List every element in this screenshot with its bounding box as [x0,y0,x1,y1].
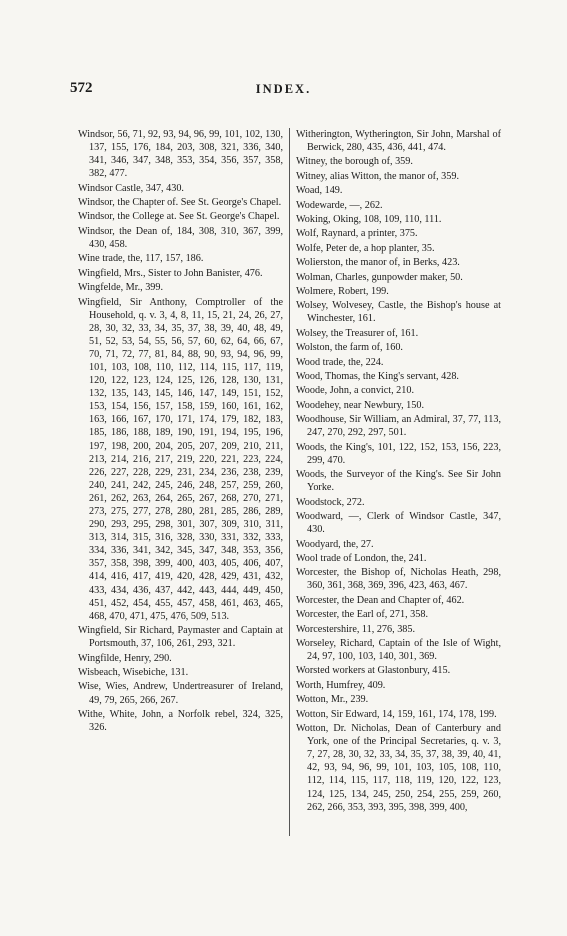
index-entry: Wingfilde, Henry, 290. [78,652,172,664]
index-entry: Wolman, Charles, gunpowder maker, 50. [296,271,463,283]
index-entry: Wotton, Sir Edward, 14, 159, 161, 174, 178, 199. [296,708,497,720]
index-entry: Worcester, the Earl of, 271, 358. [296,609,429,621]
index-entry: Wine trade, the, 117, 157, 186. [78,253,204,265]
index-entry: Wotton, Dr. Nicholas, Dean of Canterbury and York, one of the Principal Secretaries, q. v. 3, 7, 27, 28, 30, 32, 33, 34, 35, 37, 38, 39, 40, 41, 42, 93, 94, 96, 99, 101, 103, 105, 108, 110, 112, 114, 115, 117, 118, 119, 120, 122, 123, 124, 125, 134, 245, 250, 254, 255, 259, 260, 262, 266, 353, 393, 395, 398, 399, 400, [296,723,501,813]
index-entry: Woodward, —, Clerk of Windsor Castle, 347, 430. [296,511,501,536]
index-entry: Wotton, Mr., 239. [296,694,369,706]
index-entry: Withe, White, John, a Norfolk rebel, 324, 325, 326. [78,708,283,733]
index-entry: Wood, Thomas, the King's servant, 428. [296,371,459,383]
page-number: 572 [70,80,93,96]
index-column-right [296,128,501,815]
index-entry: Woode, John, a convict, 210. [296,385,415,397]
index-entry: Wool trade of London, the, 241. [296,552,427,564]
index-entry: Wingfelde, Mr., 399. [78,282,164,294]
index-entry: Worsted workers at Glastonbury, 415. [296,665,451,677]
index-column-left [78,128,283,735]
index-entry: Woodyard, the, 27. [296,538,374,550]
index-entry: Wolsey, Wolvesey, Castle, the Bishop's house at Winchester, 161. [296,300,501,325]
index-entry: Wolmere, Robert, 199. [296,286,389,297]
index-entry: Woodstock, 272. [296,496,365,508]
index-entry: Windsor, the Dean of, 184, 308, 310, 367, 399, 430, 458. [78,225,283,250]
index-entry: Windsor Castle, 347, 430. [78,182,184,194]
index-entry: Wolierston, the manor of, in Berks, 423. [296,257,460,269]
index-entry: Wood trade, the, 224. [296,356,384,368]
index-entry: Wolsey, the Treasurer of, 161. [296,327,419,339]
index-entry: Wise, Wies, Andrew, Undertreasurer of Ireland, 49, 79, 265, 266, 267. [78,681,283,706]
index-entry: Wingfield, Sir Richard, Paymaster and Captain at Portsmouth, 37, 106, 261, 293, 321. [78,625,283,650]
index-entry: Witney, the borough of, 359. [296,156,413,168]
index-entry: Wingfield, Mrs., Sister to John Banister, 476. [78,267,263,279]
index-entry: Worcestershire, 11, 276, 385. [296,623,416,635]
index-entry: Wisbeach, Wisebiche, 131. [78,667,189,679]
index-entry: Wolf, Raynard, a printer, 375. [296,228,418,240]
index-entry: Worth, Humfrey, 409. [296,679,386,691]
index-entry: Woodehey, near Newbury, 150. [296,399,424,411]
index-entry: Woking, Oking, 108, 109, 110, 111. [296,214,442,226]
index-entry: Witney, alias Witton, the manor of, 359. [296,170,459,182]
index-entry: Worcester, the Dean and Chapter of, 462. [296,594,465,606]
column-rule [289,128,290,836]
index-entry: Windsor, the Chapter of. See St. George's Chapel. [78,197,282,209]
index-entry: Wodewarde, —, 262. [296,199,383,211]
index-entry: Worseley, Richard, Captain of the Isle of Wight, 24, 97, 100, 103, 140, 301, 369. [296,637,501,663]
index-entry: Witherington, Wytherington, Sir John, Marshal of Berwick, 280, 435, 436, 441, 474. [296,129,501,154]
index-entry: Wolston, the farm of, 160. [296,342,403,354]
running-head: INDEX. [255,82,312,96]
index-entry: Woad, 149. [296,185,343,197]
index-entry: Windsor, the College at. See St. George's Chapel. [78,211,280,223]
index-entry: Woods, the Surveyor of the King's. See Sir John Yorke. [296,469,501,494]
index-entry: Windsor, 56, 71, 92, 93, 94, 96, 99, 101, 102, 130, 137, 155, 176, 184, 203, 308, 321, 336, 340, 341, 346, 347, 348, 353, 354, 356, 357, 358, 382, 477. [78,129,283,180]
index-entry: Woodhouse, Sir William, an Admiral, 37, 77, 113, 247, 270, 292, 297, 501. [296,414,501,439]
index-entry: Woods, the King's, 101, 122, 152, 153, 156, 223, 299, 470. [296,441,501,466]
index-entry: Wolfe, Peter de, a hop planter, 35. [296,242,435,254]
index-entry: Worcester, the Bishop of, Nicholas Heath, 298, 360, 361, 368, 369, 396, 423, 463, 467. [296,567,501,592]
index-entry: Wingfield, Sir Anthony, Comptroller of the Household, q. v. 3, 4, 8, 11, 15, 21, 24, 26, 27, 28, 30, 32, 33, 34, 35, 37, 38, 39, 40, 48, 49, 51, 52, 53, 54, 55, 56, 57, 60, 62, 64, 66, 67, 70, 71, 72, 77, 81, 84, 88, 90, 93, 94, 96, 99, 101, 103, 108, 110, 112, 114, 115, 117, 119, 120, 122, 123, 124, 125, 126, 128, 130, 131, 132, 135, 143, 145, 146, 147, 149, 151, 152, 153, 154, 156, 157, 158, 159, 160, 161, 162, 163, 166, 167, 170, 171, 174, 179, 182, 183, 185, 186, 188, 189, 190, 191, 194, 195, 196, 197, 198, 200, 204, 205, 207, 209, 210, 211, 213, 214, 216, 217, 219, 220, 221, 223, 224, 226, 227, 228, 229, 231, 234, 236, 238, 239, 240, 241, 242, 245, 246, 248, 257, 259, 260, 261, 262, 263, 264, 265, 267, 268, 270, 271, 273, 275, 277, 278, 280, 281, 285, 286, 289, 290, 293, 295, 298, 301, 307, 309, 310, 311, 313, 314, 315, 316, 328, 330, 331, 332, 333, 334, 336, 341, 342, 345, 347, 348, 353, 356, 357, 358, 398, 399, 400, 403, 405, 406, 407, 414, 416, 417, 419, 420, 428, 429, 431, 432, 433, 434, 436, 437, 442, 443, 444, 449, 450, 451, 452, 454, 455, 457, 458, 461, 463, 465, 468, 470, 471, 475, 476, 509, 513. [78,296,283,622]
